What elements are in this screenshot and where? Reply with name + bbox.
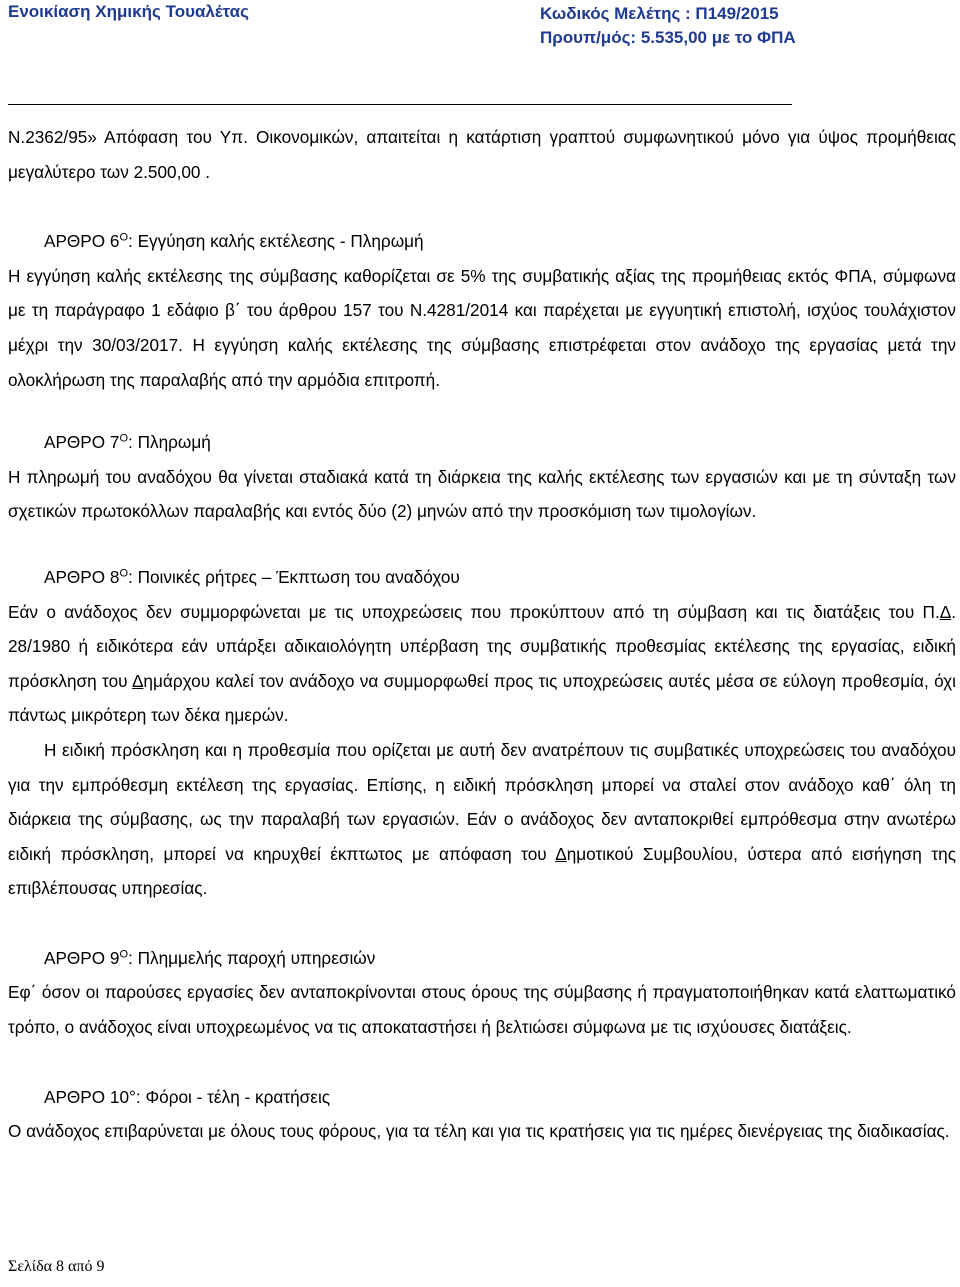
budget: Προυπ/μός: 5.535,00 με το ΦΠΑ <box>540 28 796 47</box>
intro-paragraph: Ν.2362/95» Απόφαση του Υπ. Οικονομικών, απαιτείται η κατάρτιση γραπτού συμφωνητικού μόνο για ύψος προμήθειας μεγαλύτερο των 2.500,00 . <box>8 127 956 182</box>
article-8-title-a: : Ποινικές ρήτρες <box>128 566 262 587</box>
header-info <box>540 2 796 50</box>
article-6-label: ΑΡΘΡΟ 6 <box>44 231 120 252</box>
header-divider <box>8 104 792 105</box>
article-9-title: : Πλημμελής παροχή υπηρεσιών <box>128 947 376 968</box>
article-6-body: Η εγγύηση καλής εκτέλεσης της σύμβασης καθορίζεται σε 5% της συμβατικής αξίας της προμήθειας εκτός ΦΠΑ, σύμφωνα με τη παράγραφο 1 εδάφιο β΄ του άρθρου 157 του Ν.4281/2014 και παρέχεται με εγγυητική επιστολή, ισχύος τουλάχιστον μέχρι την 30/03/2017. Η εγγύηση καλής εκτέλεσης της σύμβασης επιστρέφεται στον ανάδοχο της εργασίας μετά την ολοκλήρωση της παραλαβής από την αρμόδια επιτροπή. <box>8 265 956 390</box>
article-8-sup: Ο <box>119 567 129 580</box>
study-code: Κωδικός Μελέτης : Π149/2015 <box>540 4 779 23</box>
page-number: Σελίδα 8 από 9 <box>8 1258 105 1275</box>
document-body <box>8 120 956 1149</box>
article-6-sup: Ο <box>119 231 129 244</box>
article-7-label: ΑΡΘΡΟ 7 <box>44 432 120 453</box>
article-8-title-b: – Έκπτωση του αναδόχου <box>261 566 460 587</box>
article-9-body: Εφ΄ όσον οι παρούσες εργασίες δεν ανταποκρίνονται στους όρους της σύμβασης ή πραγματοποιήθηκαν κατά ελαττωματικό τρόπο, ο ανάδοχος είναι υποχρεωμένος να τις αποκαταστήσει ή βελτιώσει σύμφωνα με τις ισχύουσες διατάξεις. <box>8 982 956 1038</box>
article-7-body: Η πληρωμή του αναδόχου θα γίνεται σταδιακά κατά τη διάρκεια της καλής εκτέλεσης των εργασιών και με τη σύνταξη των σχετικών πρωτοκόλλων παραλαβής και εντός δύο (2) μηνών από την προσκόμιση των τιμολογίων. <box>8 466 956 522</box>
article-10-heading: ΑΡΘΡΟ 10°: Φόροι - τέλη - κρατήσεις <box>44 1086 331 1107</box>
article-8-p1-underlined-a: Δ <box>939 601 952 622</box>
article-8-paragraph-2 <box>8 733 956 906</box>
article-6-title: : Εγγύηση καλής εκτέλεσης - Πληρωμή <box>128 231 424 252</box>
article-8-label: ΑΡΘΡΟ 8 <box>44 566 120 587</box>
article-9-sup: Ο <box>119 948 129 961</box>
article-7-sup: Ο <box>119 432 129 445</box>
article-8-p2-text-a: Η ειδική πρόσκληση και η προθεσμία που ορίζεται με αυτή δεν ανατρέπουν τις συμβατικές υποχρεώσεις του αναδόχου για την εμπρόθεσμη εκτέλεση της εργασίας. Επίσης, η ειδική πρόσκληση μπορεί να σταλεί στον ανάδοχο καθ΄ όλη τη διάρκεια της σύμβασης, ως την παραλαβή των εργασιών. Εάν ο ανάδοχος δεν ανταποκριθεί εμπρόθεσμα στην ανωτέρω ειδική πρόσκληση, μπορεί να κηρυχθεί έκπτωτος με απόφαση του <box>8 739 956 864</box>
article-7-heading <box>8 425 956 460</box>
article-8-p1-text-a: Εάν ο ανάδοχος δεν συμμορφώνεται με τις υποχρεώσεις που προκύπτουν από τη σύμβαση και τις διατάξεις του Π. <box>8 601 940 622</box>
article-8-p1-underlined-b: Δ <box>131 670 144 691</box>
article-7-title: : Πληρωμή <box>128 432 211 453</box>
article-8-paragraph-1 <box>8 595 956 733</box>
article-8-heading <box>8 560 956 595</box>
article-6-heading <box>8 224 956 259</box>
article-10-body: Ο ανάδοχος επιβαρύνεται με όλους τους φόρους, για τα τέλη και για τις κρατήσεις για τις ημέρες διενέργειας της διαδικασίας. <box>8 1121 950 1142</box>
article-9-heading <box>8 941 956 976</box>
article-8-p1-text-b: . 28/1980 ή ειδικότερα εάν υπάρξει αδικαιολόγητη υπέρβαση της συμβατικής προθεσμίας εκτέλεσης της εργασίας, ειδική πρόσκληση του <box>8 601 956 691</box>
article-8-p2-text-b: ημοτικού Συμβουλίου, ύστερα από εισήγηση της επιβλέπουσας υπηρεσίας. <box>8 843 956 899</box>
header-title: Ενοικίαση Χημικής Τουαλέτας <box>8 2 249 21</box>
article-8-p2-underlined: Δ <box>555 843 567 864</box>
article-9-label: ΑΡΘΡΟ 9 <box>44 947 120 968</box>
article-8-p1-text-c: ημάρχου καλεί τον ανάδοχο να συμμορφωθεί προς τις υποχρεώσεις αυτές μέσα σε εύλογη προθεσμία, όχι πάντως μικρότερη των δέκα ημερών. <box>8 670 957 726</box>
